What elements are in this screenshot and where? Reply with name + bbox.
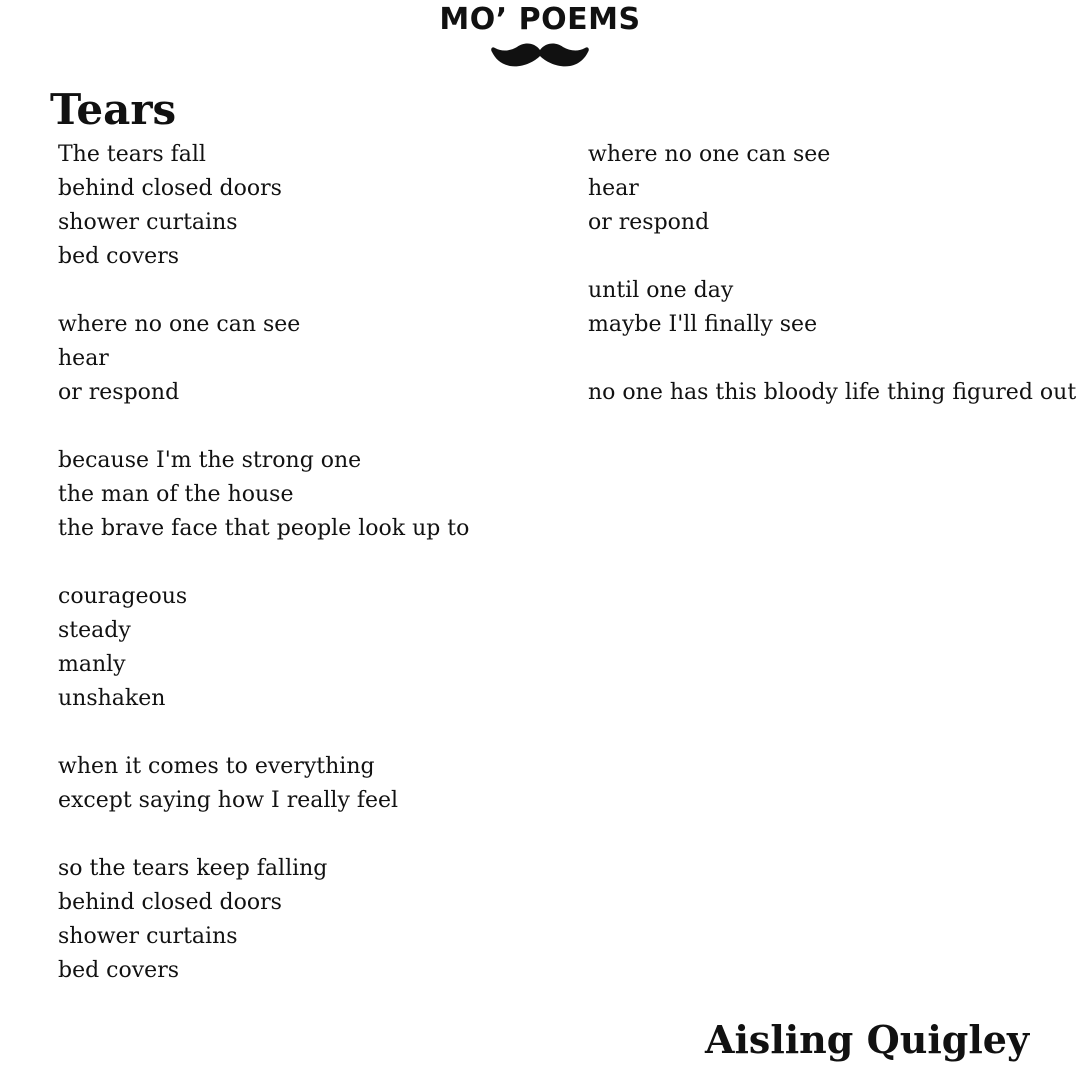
poem-line: so the tears keep falling (58, 856, 328, 881)
poem-line: the brave face that people look up to (58, 516, 470, 541)
poem-column-right (588, 138, 1077, 410)
poem-line: or respond (58, 380, 180, 405)
poem-line: where no one can see (58, 312, 301, 337)
poem-line: where no one can see (588, 142, 831, 167)
poem-line (58, 716, 558, 750)
poem-line: steady (58, 618, 131, 643)
poem-line: except saying how I really feel (58, 788, 399, 813)
brand-header (0, 0, 1080, 70)
poem-line: shower curtains (58, 210, 238, 235)
poem-line: bed covers (58, 244, 179, 269)
poem-line (58, 818, 558, 852)
poem-title: Tears (50, 85, 177, 134)
poem-line: or respond (588, 210, 710, 235)
poem-line: hear (58, 346, 109, 371)
poem-line: behind closed doors (58, 176, 282, 201)
poem-line: behind closed doors (58, 890, 282, 915)
brand-title: MO’ POEMS (439, 2, 641, 37)
poem-line: until one day (588, 278, 734, 303)
poem-line: the man of the house (58, 482, 294, 507)
poem-line: because I'm the strong one (58, 448, 362, 473)
poem-line (58, 410, 558, 444)
poem-line: shower curtains (58, 924, 238, 949)
poem-line (588, 240, 1068, 274)
poem-line (58, 546, 558, 580)
poem-line: The tears fall (58, 142, 206, 167)
poem-line: courageous (58, 584, 188, 609)
poem-line: hear (588, 176, 639, 201)
poem-line: maybe I'll finally see (588, 312, 818, 337)
poem-line: when it comes to everything (58, 754, 375, 779)
mustache-icon (490, 40, 590, 70)
poem-line (588, 342, 1068, 376)
poem-line (58, 274, 558, 308)
poem-line: manly (58, 652, 126, 677)
poem-line: no one has this bloody life thing figured out (588, 380, 1077, 405)
poem-column-left (58, 138, 558, 988)
poem-author: Aisling Quigley (705, 1017, 1030, 1062)
poem-line: bed covers (58, 958, 179, 983)
poem-line: unshaken (58, 686, 166, 711)
